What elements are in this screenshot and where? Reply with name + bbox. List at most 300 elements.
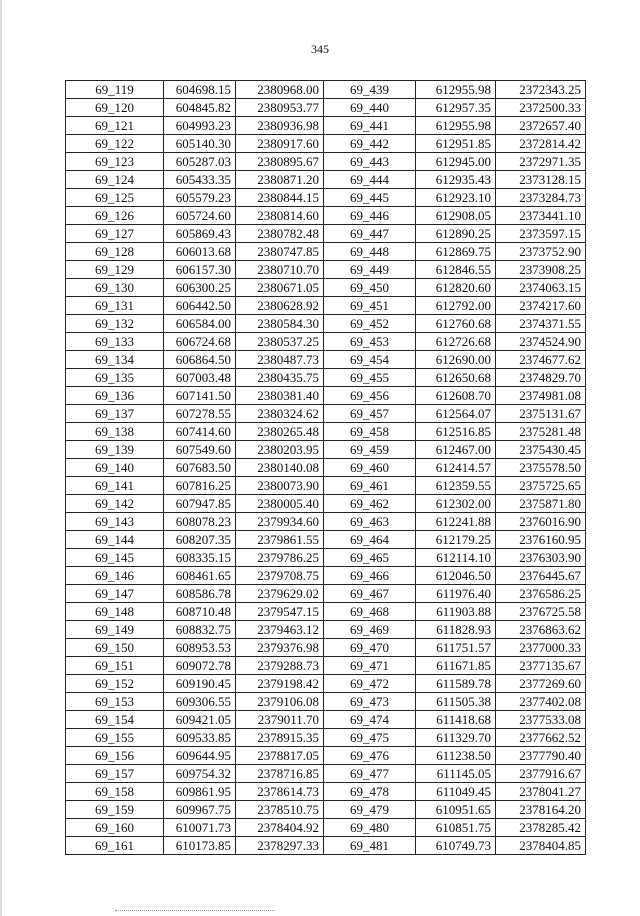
x-coordinate-cell: 612908.05 — [416, 207, 496, 225]
x-coordinate-cell: 612935.43 — [416, 171, 496, 189]
table-row — [66, 819, 586, 837]
point-id-cell: 69_133 — [66, 333, 164, 351]
point-id-cell: 69_122 — [66, 135, 164, 153]
y-coordinate-cell: 2378817.05 — [236, 747, 324, 765]
x-coordinate-cell: 611903.88 — [416, 603, 496, 621]
y-coordinate-cell: 2379106.08 — [236, 693, 324, 711]
y-coordinate-cell: 2379463.12 — [236, 621, 324, 639]
y-coordinate-cell: 2376586.25 — [496, 585, 586, 603]
x-coordinate-cell: 609967.75 — [164, 801, 236, 819]
table-row — [66, 477, 586, 495]
table-row — [66, 315, 586, 333]
point-id-cell: 69_470 — [324, 639, 416, 657]
y-coordinate-cell: 2375725.65 — [496, 477, 586, 495]
y-coordinate-cell: 2374063.15 — [496, 279, 586, 297]
point-id-cell: 69_142 — [66, 495, 164, 513]
table-row — [66, 153, 586, 171]
y-coordinate-cell: 2380203.95 — [236, 441, 324, 459]
point-id-cell: 69_461 — [324, 477, 416, 495]
point-id-cell: 69_479 — [324, 801, 416, 819]
table-row — [66, 513, 586, 531]
x-coordinate-cell: 612650.68 — [416, 369, 496, 387]
x-coordinate-cell: 608207.35 — [164, 531, 236, 549]
y-coordinate-cell: 2377269.60 — [496, 675, 586, 693]
point-id-cell: 69_137 — [66, 405, 164, 423]
y-coordinate-cell: 2377402.08 — [496, 693, 586, 711]
table-row — [66, 657, 586, 675]
x-coordinate-cell: 612846.55 — [416, 261, 496, 279]
point-id-cell: 69_460 — [324, 459, 416, 477]
y-coordinate-cell: 2377000.33 — [496, 639, 586, 657]
x-coordinate-cell: 609190.45 — [164, 675, 236, 693]
x-coordinate-cell: 607683.50 — [164, 459, 236, 477]
point-id-cell: 69_459 — [324, 441, 416, 459]
point-id-cell: 69_139 — [66, 441, 164, 459]
point-id-cell: 69_148 — [66, 603, 164, 621]
y-coordinate-cell: 2380747.85 — [236, 243, 324, 261]
x-coordinate-cell: 610071.73 — [164, 819, 236, 837]
point-id-cell: 69_141 — [66, 477, 164, 495]
point-id-cell: 69_155 — [66, 729, 164, 747]
y-coordinate-cell: 2374981.08 — [496, 387, 586, 405]
table-row — [66, 171, 586, 189]
x-coordinate-cell: 611751.57 — [416, 639, 496, 657]
x-coordinate-cell: 611671.85 — [416, 657, 496, 675]
x-coordinate-cell: 608832.75 — [164, 621, 236, 639]
table-row — [66, 261, 586, 279]
y-coordinate-cell: 2376303.90 — [496, 549, 586, 567]
x-coordinate-cell: 612951.85 — [416, 135, 496, 153]
x-coordinate-cell: 612923.10 — [416, 189, 496, 207]
table-row — [66, 495, 586, 513]
x-coordinate-cell: 608078.23 — [164, 513, 236, 531]
table-row — [66, 351, 586, 369]
y-coordinate-cell: 2377790.40 — [496, 747, 586, 765]
point-id-cell: 69_127 — [66, 225, 164, 243]
point-id-cell: 69_444 — [324, 171, 416, 189]
x-coordinate-cell: 608461.65 — [164, 567, 236, 585]
y-coordinate-cell: 2372343.25 — [496, 81, 586, 99]
point-id-cell: 69_146 — [66, 567, 164, 585]
x-coordinate-cell: 608710.48 — [164, 603, 236, 621]
y-coordinate-cell: 2378915.35 — [236, 729, 324, 747]
x-coordinate-cell: 608586.78 — [164, 585, 236, 603]
x-coordinate-cell: 604845.82 — [164, 99, 236, 117]
x-coordinate-cell: 611505.38 — [416, 693, 496, 711]
y-coordinate-cell: 2380005.40 — [236, 495, 324, 513]
x-coordinate-cell: 604698.15 — [164, 81, 236, 99]
point-id-cell: 69_159 — [66, 801, 164, 819]
table-row — [66, 135, 586, 153]
y-coordinate-cell: 2377533.08 — [496, 711, 586, 729]
y-coordinate-cell: 2373597.15 — [496, 225, 586, 243]
point-id-cell: 69_153 — [66, 693, 164, 711]
x-coordinate-cell: 612955.98 — [416, 81, 496, 99]
table-row — [66, 549, 586, 567]
x-coordinate-cell: 612114.10 — [416, 549, 496, 567]
point-id-cell: 69_157 — [66, 765, 164, 783]
table-row — [66, 297, 586, 315]
coordinates-table — [65, 80, 586, 855]
x-coordinate-cell: 611589.78 — [416, 675, 496, 693]
point-id-cell: 69_138 — [66, 423, 164, 441]
point-id-cell: 69_124 — [66, 171, 164, 189]
x-coordinate-cell: 610851.75 — [416, 819, 496, 837]
y-coordinate-cell: 2380265.48 — [236, 423, 324, 441]
point-id-cell: 69_439 — [324, 81, 416, 99]
x-coordinate-cell: 612608.70 — [416, 387, 496, 405]
x-coordinate-cell: 612179.25 — [416, 531, 496, 549]
y-coordinate-cell: 2375871.80 — [496, 495, 586, 513]
table-row — [66, 387, 586, 405]
table-row — [66, 423, 586, 441]
point-id-cell: 69_441 — [324, 117, 416, 135]
y-coordinate-cell: 2376445.67 — [496, 567, 586, 585]
point-id-cell: 69_453 — [324, 333, 416, 351]
table-row — [66, 279, 586, 297]
point-id-cell: 69_152 — [66, 675, 164, 693]
y-coordinate-cell: 2378404.92 — [236, 819, 324, 837]
table-row — [66, 567, 586, 585]
x-coordinate-cell: 605287.03 — [164, 153, 236, 171]
x-coordinate-cell: 611145.05 — [416, 765, 496, 783]
point-id-cell: 69_468 — [324, 603, 416, 621]
y-coordinate-cell: 2380844.15 — [236, 189, 324, 207]
y-coordinate-cell: 2379629.02 — [236, 585, 324, 603]
x-coordinate-cell: 612792.00 — [416, 297, 496, 315]
x-coordinate-cell: 612359.55 — [416, 477, 496, 495]
table-row — [66, 459, 586, 477]
x-coordinate-cell: 612690.00 — [416, 351, 496, 369]
point-id-cell: 69_140 — [66, 459, 164, 477]
x-coordinate-cell: 612564.07 — [416, 405, 496, 423]
y-coordinate-cell: 2380628.92 — [236, 297, 324, 315]
table-row — [66, 369, 586, 387]
x-coordinate-cell: 607549.60 — [164, 441, 236, 459]
point-id-cell: 69_126 — [66, 207, 164, 225]
x-coordinate-cell: 606584.00 — [164, 315, 236, 333]
y-coordinate-cell: 2376160.95 — [496, 531, 586, 549]
x-coordinate-cell: 605724.60 — [164, 207, 236, 225]
x-coordinate-cell: 612467.00 — [416, 441, 496, 459]
x-coordinate-cell: 612241.88 — [416, 513, 496, 531]
point-id-cell: 69_123 — [66, 153, 164, 171]
x-coordinate-cell: 605869.43 — [164, 225, 236, 243]
y-coordinate-cell: 2377916.67 — [496, 765, 586, 783]
x-coordinate-cell: 606442.50 — [164, 297, 236, 315]
table-row — [66, 711, 586, 729]
y-coordinate-cell: 2379708.75 — [236, 567, 324, 585]
table-row — [66, 675, 586, 693]
x-coordinate-cell: 612046.50 — [416, 567, 496, 585]
y-coordinate-cell: 2380871.20 — [236, 171, 324, 189]
x-coordinate-cell: 611329.70 — [416, 729, 496, 747]
y-coordinate-cell: 2380936.98 — [236, 117, 324, 135]
table-row — [66, 639, 586, 657]
point-id-cell: 69_151 — [66, 657, 164, 675]
point-id-cell: 69_135 — [66, 369, 164, 387]
x-coordinate-cell: 609072.78 — [164, 657, 236, 675]
point-id-cell: 69_452 — [324, 315, 416, 333]
y-coordinate-cell: 2380584.30 — [236, 315, 324, 333]
point-id-cell: 69_458 — [324, 423, 416, 441]
x-coordinate-cell: 612820.60 — [416, 279, 496, 297]
x-coordinate-cell: 609533.85 — [164, 729, 236, 747]
point-id-cell: 69_457 — [324, 405, 416, 423]
page-edge-mark — [0, 0, 2, 916]
y-coordinate-cell: 2372500.33 — [496, 99, 586, 117]
table-row — [66, 765, 586, 783]
table-row — [66, 117, 586, 135]
point-id-cell: 69_121 — [66, 117, 164, 135]
x-coordinate-cell: 606724.68 — [164, 333, 236, 351]
point-id-cell: 69_440 — [324, 99, 416, 117]
x-coordinate-cell: 612957.35 — [416, 99, 496, 117]
y-coordinate-cell: 2380814.60 — [236, 207, 324, 225]
y-coordinate-cell: 2380487.73 — [236, 351, 324, 369]
point-id-cell: 69_134 — [66, 351, 164, 369]
point-id-cell: 69_145 — [66, 549, 164, 567]
point-id-cell: 69_454 — [324, 351, 416, 369]
point-id-cell: 69_474 — [324, 711, 416, 729]
x-coordinate-cell: 607947.85 — [164, 495, 236, 513]
x-coordinate-cell: 609861.95 — [164, 783, 236, 801]
x-coordinate-cell: 606300.25 — [164, 279, 236, 297]
y-coordinate-cell: 2373752.90 — [496, 243, 586, 261]
table-row — [66, 729, 586, 747]
point-id-cell: 69_465 — [324, 549, 416, 567]
x-coordinate-cell: 610951.65 — [416, 801, 496, 819]
x-coordinate-cell: 611828.93 — [416, 621, 496, 639]
y-coordinate-cell: 2380953.77 — [236, 99, 324, 117]
table-row — [66, 333, 586, 351]
point-id-cell: 69_156 — [66, 747, 164, 765]
point-id-cell: 69_475 — [324, 729, 416, 747]
y-coordinate-cell: 2373908.25 — [496, 261, 586, 279]
y-coordinate-cell: 2378285.42 — [496, 819, 586, 837]
point-id-cell: 69_446 — [324, 207, 416, 225]
y-coordinate-cell: 2379376.98 — [236, 639, 324, 657]
point-id-cell: 69_144 — [66, 531, 164, 549]
y-coordinate-cell: 2377662.52 — [496, 729, 586, 747]
table-row — [66, 603, 586, 621]
table-row — [66, 783, 586, 801]
x-coordinate-cell: 611049.45 — [416, 783, 496, 801]
x-coordinate-cell: 609644.95 — [164, 747, 236, 765]
y-coordinate-cell: 2374677.62 — [496, 351, 586, 369]
point-id-cell: 69_128 — [66, 243, 164, 261]
y-coordinate-cell: 2380895.67 — [236, 153, 324, 171]
x-coordinate-cell: 612516.85 — [416, 423, 496, 441]
y-coordinate-cell: 2380671.05 — [236, 279, 324, 297]
point-id-cell: 69_130 — [66, 279, 164, 297]
x-coordinate-cell: 612414.57 — [416, 459, 496, 477]
y-coordinate-cell: 2378297.33 — [236, 837, 324, 855]
y-coordinate-cell: 2379786.25 — [236, 549, 324, 567]
point-id-cell: 69_451 — [324, 297, 416, 315]
table-row — [66, 621, 586, 639]
x-coordinate-cell: 610749.73 — [416, 837, 496, 855]
point-id-cell: 69_450 — [324, 279, 416, 297]
x-coordinate-cell: 607414.60 — [164, 423, 236, 441]
y-coordinate-cell: 2380381.40 — [236, 387, 324, 405]
point-id-cell: 69_456 — [324, 387, 416, 405]
y-coordinate-cell: 2380917.60 — [236, 135, 324, 153]
table-row — [66, 405, 586, 423]
y-coordinate-cell: 2380782.48 — [236, 225, 324, 243]
x-coordinate-cell: 608335.15 — [164, 549, 236, 567]
point-id-cell: 69_447 — [324, 225, 416, 243]
point-id-cell: 69_445 — [324, 189, 416, 207]
y-coordinate-cell: 2375430.45 — [496, 441, 586, 459]
y-coordinate-cell: 2374829.70 — [496, 369, 586, 387]
point-id-cell: 69_469 — [324, 621, 416, 639]
point-id-cell: 69_455 — [324, 369, 416, 387]
y-coordinate-cell: 2375131.67 — [496, 405, 586, 423]
x-coordinate-cell: 609421.05 — [164, 711, 236, 729]
y-coordinate-cell: 2374217.60 — [496, 297, 586, 315]
point-id-cell: 69_473 — [324, 693, 416, 711]
table-row — [66, 531, 586, 549]
x-coordinate-cell: 611976.40 — [416, 585, 496, 603]
y-coordinate-cell: 2378164.20 — [496, 801, 586, 819]
table-row — [66, 801, 586, 819]
x-coordinate-cell: 605579.23 — [164, 189, 236, 207]
footer-divider — [115, 910, 275, 911]
y-coordinate-cell: 2373284.73 — [496, 189, 586, 207]
y-coordinate-cell: 2378614.73 — [236, 783, 324, 801]
x-coordinate-cell: 612726.68 — [416, 333, 496, 351]
y-coordinate-cell: 2374524.90 — [496, 333, 586, 351]
x-coordinate-cell: 604993.23 — [164, 117, 236, 135]
y-coordinate-cell: 2380968.00 — [236, 81, 324, 99]
y-coordinate-cell: 2374371.55 — [496, 315, 586, 333]
table-row — [66, 225, 586, 243]
y-coordinate-cell: 2377135.67 — [496, 657, 586, 675]
point-id-cell: 69_147 — [66, 585, 164, 603]
table-row — [66, 81, 586, 99]
x-coordinate-cell: 606157.30 — [164, 261, 236, 279]
y-coordinate-cell: 2378404.85 — [496, 837, 586, 855]
x-coordinate-cell: 612760.68 — [416, 315, 496, 333]
x-coordinate-cell: 606013.68 — [164, 243, 236, 261]
page-number: 345 — [311, 42, 329, 56]
x-coordinate-cell: 605433.35 — [164, 171, 236, 189]
y-coordinate-cell: 2380710.70 — [236, 261, 324, 279]
x-coordinate-cell: 605140.30 — [164, 135, 236, 153]
point-id-cell: 69_149 — [66, 621, 164, 639]
y-coordinate-cell: 2376863.62 — [496, 621, 586, 639]
table-row — [66, 207, 586, 225]
y-coordinate-cell: 2379547.15 — [236, 603, 324, 621]
point-id-cell: 69_143 — [66, 513, 164, 531]
y-coordinate-cell: 2378510.75 — [236, 801, 324, 819]
point-id-cell: 69_464 — [324, 531, 416, 549]
y-coordinate-cell: 2380073.90 — [236, 477, 324, 495]
table-row — [66, 747, 586, 765]
table-row — [66, 189, 586, 207]
x-coordinate-cell: 607278.55 — [164, 405, 236, 423]
y-coordinate-cell: 2379288.73 — [236, 657, 324, 675]
point-id-cell: 69_472 — [324, 675, 416, 693]
y-coordinate-cell: 2376725.58 — [496, 603, 586, 621]
x-coordinate-cell: 609306.55 — [164, 693, 236, 711]
y-coordinate-cell: 2379934.60 — [236, 513, 324, 531]
y-coordinate-cell: 2378716.85 — [236, 765, 324, 783]
y-coordinate-cell: 2380140.08 — [236, 459, 324, 477]
point-id-cell: 69_463 — [324, 513, 416, 531]
point-id-cell: 69_120 — [66, 99, 164, 117]
x-coordinate-cell: 607141.50 — [164, 387, 236, 405]
y-coordinate-cell: 2379011.70 — [236, 711, 324, 729]
point-id-cell: 69_462 — [324, 495, 416, 513]
y-coordinate-cell: 2379198.42 — [236, 675, 324, 693]
point-id-cell: 69_481 — [324, 837, 416, 855]
y-coordinate-cell: 2373441.10 — [496, 207, 586, 225]
y-coordinate-cell: 2380435.75 — [236, 369, 324, 387]
y-coordinate-cell: 2372657.40 — [496, 117, 586, 135]
point-id-cell: 69_150 — [66, 639, 164, 657]
x-coordinate-cell: 612302.00 — [416, 495, 496, 513]
point-id-cell: 69_471 — [324, 657, 416, 675]
x-coordinate-cell: 611418.68 — [416, 711, 496, 729]
point-id-cell: 69_129 — [66, 261, 164, 279]
point-id-cell: 69_449 — [324, 261, 416, 279]
table-row — [66, 837, 586, 855]
y-coordinate-cell: 2372814.42 — [496, 135, 586, 153]
y-coordinate-cell: 2375281.48 — [496, 423, 586, 441]
y-coordinate-cell: 2378041.27 — [496, 783, 586, 801]
table-row — [66, 441, 586, 459]
point-id-cell: 69_160 — [66, 819, 164, 837]
point-id-cell: 69_442 — [324, 135, 416, 153]
table-row — [66, 243, 586, 261]
point-id-cell: 69_466 — [324, 567, 416, 585]
y-coordinate-cell: 2380324.62 — [236, 405, 324, 423]
table-body — [66, 81, 586, 855]
point-id-cell: 69_136 — [66, 387, 164, 405]
x-coordinate-cell: 610173.85 — [164, 837, 236, 855]
point-id-cell: 69_477 — [324, 765, 416, 783]
y-coordinate-cell: 2379861.55 — [236, 531, 324, 549]
x-coordinate-cell: 612955.98 — [416, 117, 496, 135]
x-coordinate-cell: 611238.50 — [416, 747, 496, 765]
point-id-cell: 69_443 — [324, 153, 416, 171]
x-coordinate-cell: 612869.75 — [416, 243, 496, 261]
y-coordinate-cell: 2375578.50 — [496, 459, 586, 477]
point-id-cell: 69_467 — [324, 585, 416, 603]
x-coordinate-cell: 612945.00 — [416, 153, 496, 171]
point-id-cell: 69_119 — [66, 81, 164, 99]
point-id-cell: 69_154 — [66, 711, 164, 729]
point-id-cell: 69_132 — [66, 315, 164, 333]
point-id-cell: 69_131 — [66, 297, 164, 315]
point-id-cell: 69_476 — [324, 747, 416, 765]
x-coordinate-cell: 608953.53 — [164, 639, 236, 657]
point-id-cell: 69_158 — [66, 783, 164, 801]
point-id-cell: 69_448 — [324, 243, 416, 261]
table-row — [66, 693, 586, 711]
point-id-cell: 69_478 — [324, 783, 416, 801]
point-id-cell: 69_125 — [66, 189, 164, 207]
table-row — [66, 99, 586, 117]
x-coordinate-cell: 607816.25 — [164, 477, 236, 495]
x-coordinate-cell: 612890.25 — [416, 225, 496, 243]
x-coordinate-cell: 606864.50 — [164, 351, 236, 369]
point-id-cell: 69_161 — [66, 837, 164, 855]
point-id-cell: 69_480 — [324, 819, 416, 837]
table-row — [66, 585, 586, 603]
